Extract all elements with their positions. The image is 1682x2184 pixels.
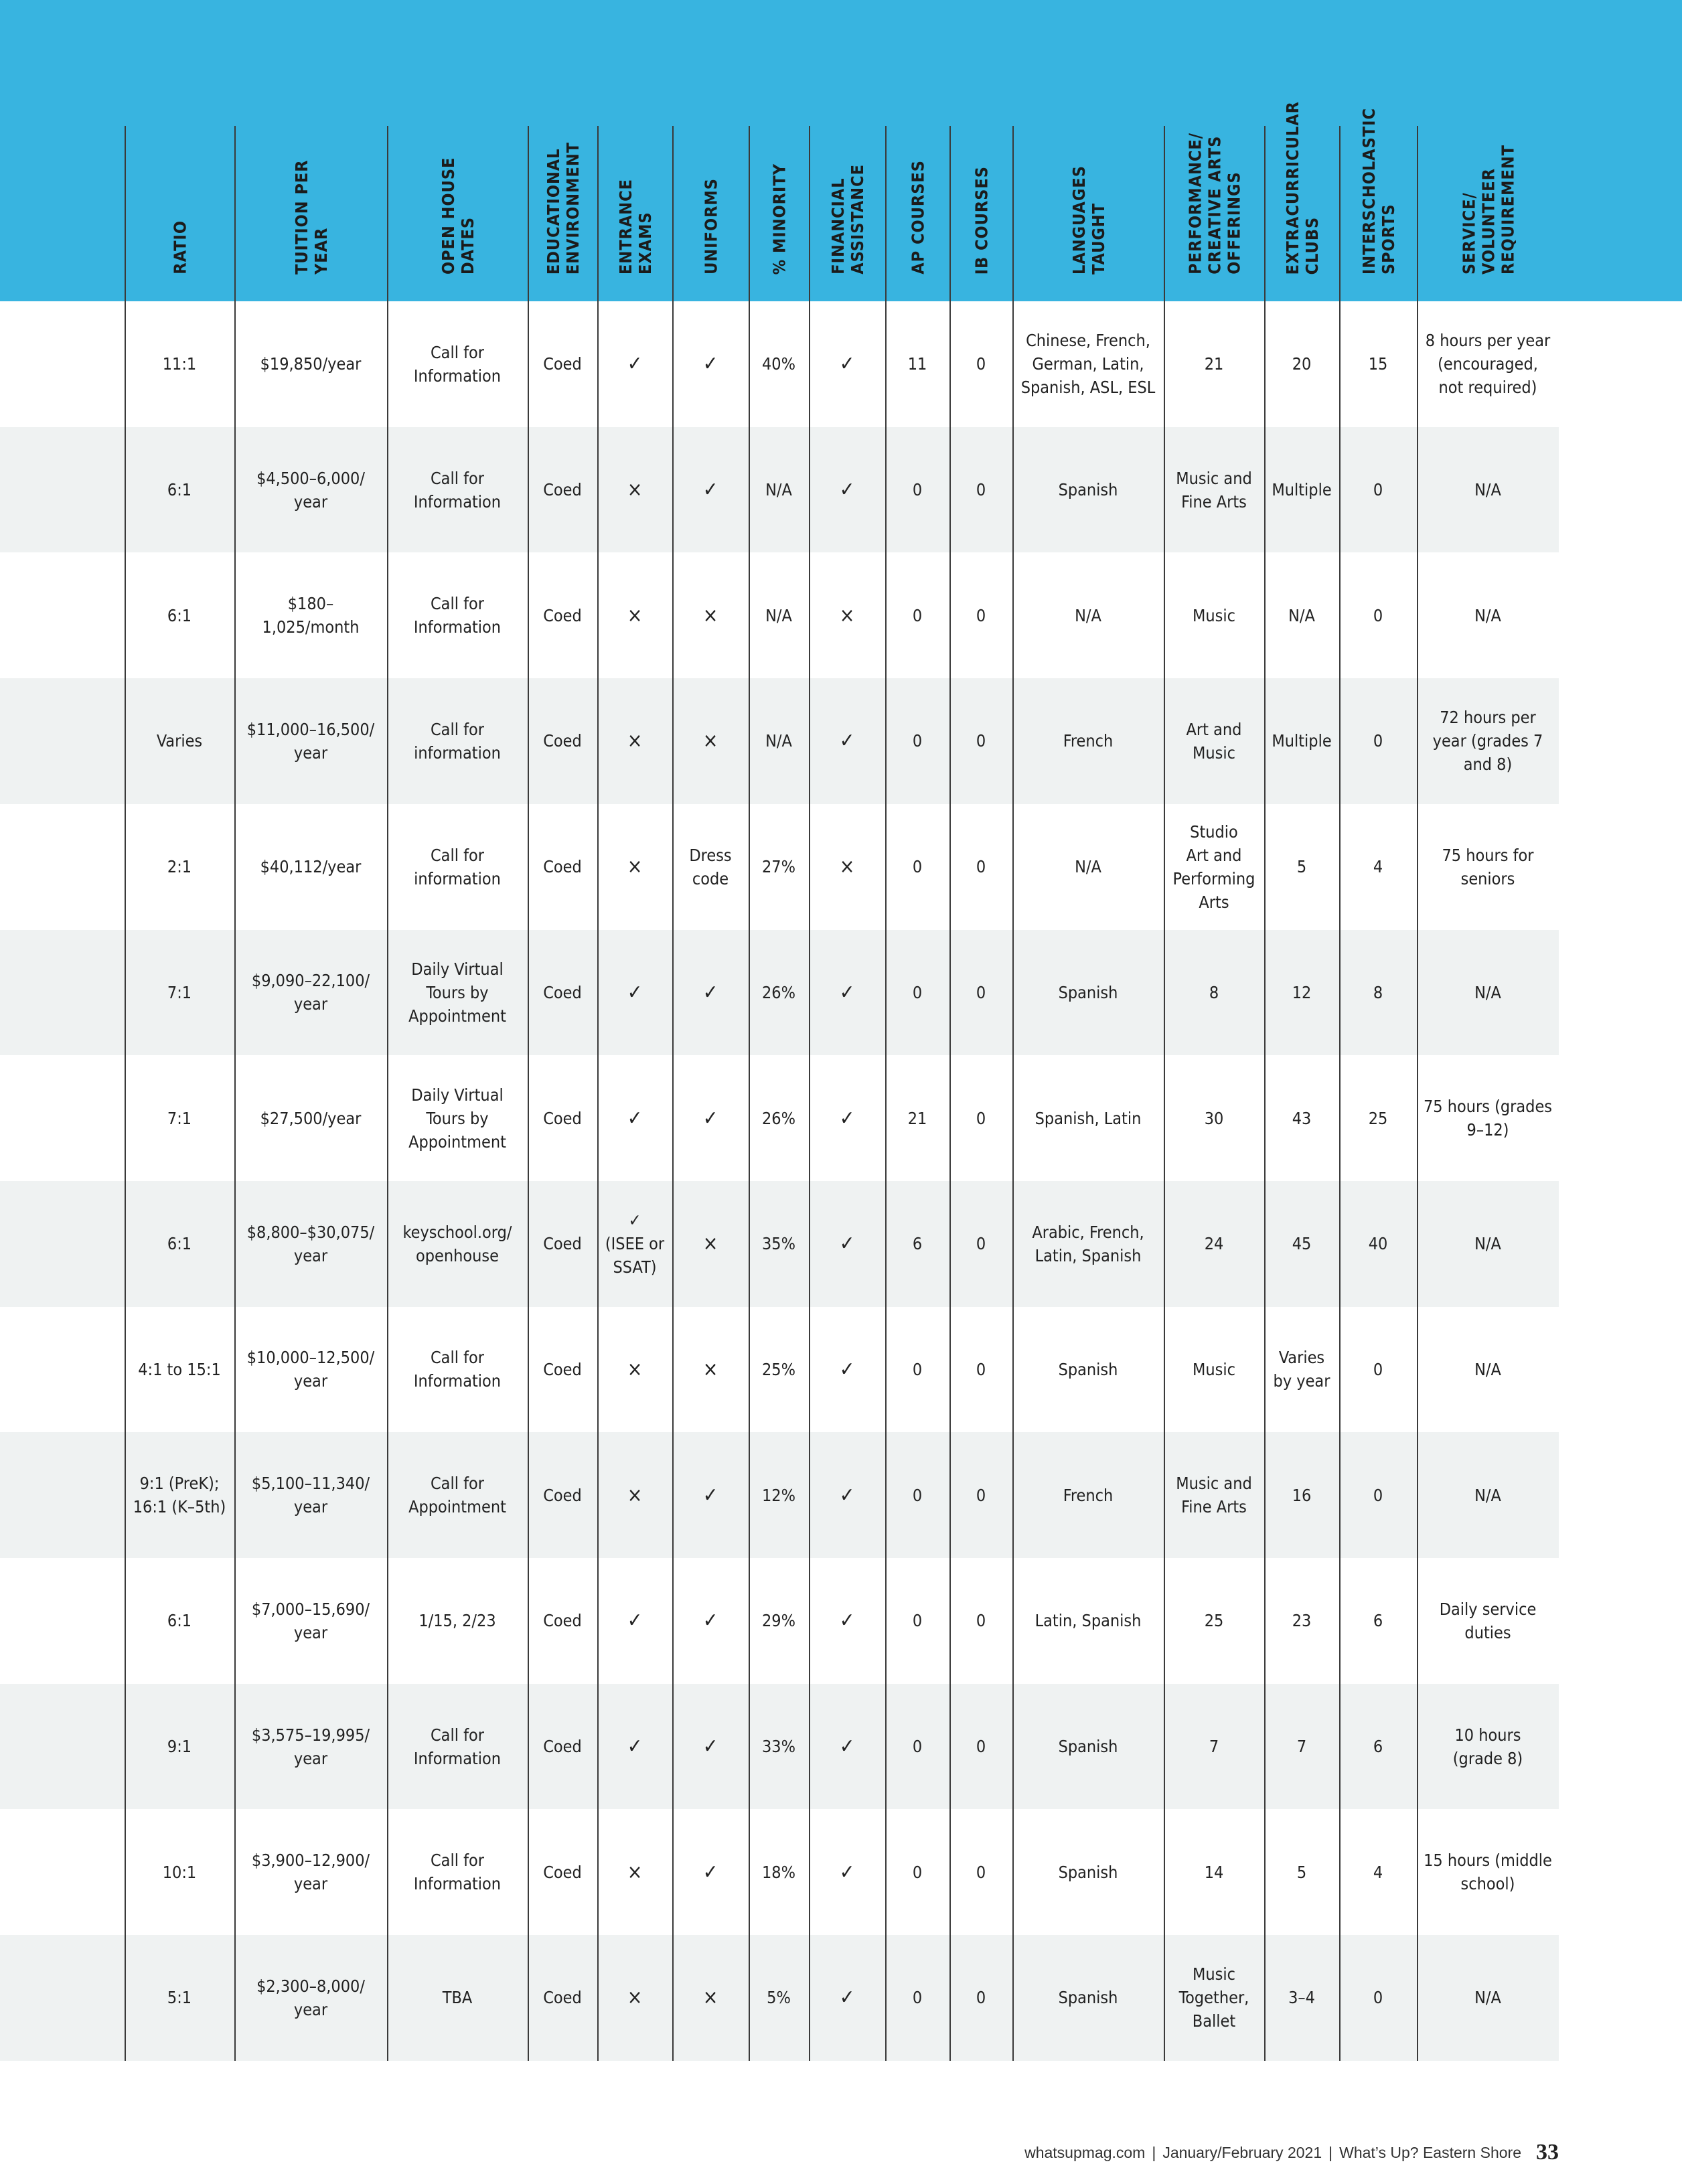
table-cell-minority: 5%: [767, 1988, 791, 2008]
table-cell-open_house: Call for Information: [413, 468, 502, 512]
table-cell-uniforms: ✓: [702, 478, 718, 502]
table-cell-sports: 4: [1373, 1862, 1383, 1882]
table-cell-clubs: 3–4: [1288, 1988, 1315, 2008]
table-cell-entrance: ✓ (ISEE or SSAT): [605, 1211, 665, 1277]
table-cell-ap: 0: [912, 1485, 923, 1505]
table-cell-languages: Spanish, Latin: [1035, 1108, 1142, 1128]
column-rule: [749, 126, 750, 2061]
table-cell-ib: 0: [976, 731, 986, 751]
table-cell-financial: ✓: [839, 980, 855, 1004]
table-cell-tuition: $9,090–22,100/ year: [251, 971, 370, 1014]
table-cell-ib: 0: [976, 1988, 986, 2008]
table-cell-environment: Coed: [543, 1862, 582, 1882]
table-cell-entrance: ✓: [627, 1735, 643, 1759]
table-cell-arts: Music: [1192, 605, 1235, 625]
table-cell-uniforms: ×: [702, 1986, 718, 2010]
column-header-environment: [528, 126, 597, 301]
column-rule: [1012, 126, 1014, 2061]
table-cell-tuition: $40,112/year: [260, 857, 362, 877]
table-cell-ib: 0: [976, 1611, 986, 1631]
column-rule: [1339, 126, 1341, 2061]
table-cell-ap: 0: [912, 731, 923, 751]
table-cell-sports: 4: [1373, 857, 1383, 877]
table-cell-tuition: $5,100–11,340/ year: [251, 1474, 370, 1517]
table-cell-clubs: N/A: [1288, 605, 1315, 625]
table-cell-clubs: 23: [1292, 1611, 1312, 1631]
table-cell-tuition: $19,850/year: [260, 354, 362, 374]
table-cell-sports: 0: [1373, 480, 1383, 500]
page-footer: [1024, 2139, 1559, 2166]
table-cell-environment: Coed: [543, 1359, 582, 1379]
table-cell-arts: 21: [1204, 354, 1224, 374]
table-cell-clubs: 12: [1292, 982, 1312, 1002]
table-cell-minority: N/A: [765, 731, 792, 751]
table-cell-entrance: ×: [627, 478, 643, 502]
table-cell-ap: 0: [912, 857, 923, 877]
table-cell-arts: 8: [1209, 982, 1219, 1002]
column-rule: [597, 126, 599, 2061]
table-cell-environment: Coed: [543, 1108, 582, 1128]
column-header-service: [1417, 126, 1559, 301]
table-cell-languages: Spanish: [1058, 1862, 1118, 1882]
table-cell-environment: Coed: [543, 1737, 582, 1757]
table-cell-open_house: Call for Information: [413, 1725, 502, 1768]
table-cell-service: 10 hours (grade 8): [1452, 1725, 1523, 1768]
table-cell-financial: ✓: [839, 1735, 855, 1759]
table-cell-clubs: 43: [1292, 1108, 1312, 1128]
table-cell-arts: 14: [1204, 1862, 1224, 1882]
table-cell-clubs: 7: [1296, 1737, 1307, 1757]
table-cell-minority: 26%: [762, 1108, 795, 1128]
table-cell-service: 8 hours per year (encouraged, not required): [1425, 331, 1551, 398]
table-cell-minority: 29%: [762, 1611, 795, 1631]
table-cell-minority: 25%: [762, 1359, 795, 1379]
table-cell-sports: 15: [1368, 354, 1388, 374]
table-cell-languages: Spanish: [1058, 982, 1118, 1002]
table-cell-arts: 30: [1204, 1108, 1224, 1128]
table-cell-entrance: ✓: [627, 1106, 643, 1130]
table-cell-financial: ×: [839, 855, 855, 879]
table-cell-ib: 0: [976, 480, 986, 500]
table-cell-clubs: 16: [1292, 1485, 1312, 1505]
table-cell-arts: 25: [1204, 1611, 1224, 1631]
table-cell-arts: Music and Fine Arts: [1176, 468, 1252, 512]
column-rule: [672, 126, 674, 2061]
table-cell-ratio: 9:1 (PreK); 16:1 (K–5th): [133, 1474, 226, 1517]
table-cell-minority: 27%: [762, 857, 795, 877]
column-header-label: LANGUAGES TAUGHT: [1069, 165, 1108, 275]
table-cell-tuition: $2,300–8,000/ year: [256, 1976, 365, 2019]
table-cell-tuition: $180–1,025/month: [262, 594, 360, 637]
table-cell-service: N/A: [1474, 1359, 1501, 1379]
table-cell-sports: 0: [1373, 731, 1383, 751]
page-number: 33: [1536, 2140, 1559, 2165]
table-cell-service: N/A: [1474, 1988, 1501, 2008]
column-header-label: RATIO: [170, 220, 190, 275]
table-cell-financial: ✓: [839, 1483, 855, 1507]
table-cell-ap: 0: [912, 1862, 923, 1882]
table-cell-uniforms: ✓: [702, 980, 718, 1004]
table-cell-service: N/A: [1474, 1234, 1501, 1254]
table-cell-languages: Spanish: [1058, 1359, 1118, 1379]
table-cell-service: N/A: [1474, 1485, 1501, 1505]
table-cell-sports: 0: [1373, 1485, 1383, 1505]
table-cell-ap: 6: [912, 1234, 923, 1254]
table-cell-financial: ✓: [839, 1860, 855, 1884]
table-cell-uniforms: ✓: [702, 1609, 718, 1633]
table-cell-languages: Spanish: [1058, 1988, 1118, 2008]
table-cell-sports: 0: [1373, 605, 1383, 625]
table-cell-ap: 0: [912, 480, 923, 500]
table-cell-arts: Music Together, Ballet: [1178, 1964, 1249, 2031]
column-header-ib: [949, 126, 1012, 301]
table-cell-minority: N/A: [765, 480, 792, 500]
table-cell-tuition: $3,575–19,995/ year: [251, 1725, 370, 1768]
table-cell-entrance: ×: [627, 1357, 643, 1381]
table-cell-open_house: Call for Information: [413, 342, 502, 386]
table-cell-environment: Coed: [543, 982, 582, 1002]
column-rule: [885, 126, 887, 2061]
table-cell-clubs: 5: [1296, 857, 1307, 877]
table-cell-environment: Coed: [543, 1485, 582, 1505]
table-cell-uniforms: ✓: [702, 352, 718, 376]
column-header-tuition: [234, 126, 387, 301]
column-header-open_house: [387, 126, 528, 301]
table-cell-environment: Coed: [543, 731, 582, 751]
table-cell-ratio: 6:1: [167, 1611, 192, 1631]
table-cell-sports: 40: [1368, 1234, 1388, 1254]
table-cell-minority: N/A: [765, 605, 792, 625]
table-cell-financial: ✓: [839, 1106, 855, 1130]
table-cell-minority: 35%: [762, 1234, 795, 1254]
table-cell-ratio: 6:1: [167, 480, 192, 500]
table-cell-ib: 0: [976, 857, 986, 877]
table-cell-sports: 6: [1373, 1611, 1383, 1631]
column-header-label: TUITION PER YEAR: [292, 159, 331, 275]
column-header-entrance: [597, 126, 672, 301]
table-cell-ib: 0: [976, 1359, 986, 1379]
table-cell-environment: Coed: [543, 857, 582, 877]
table-cell-financial: ×: [839, 603, 855, 627]
table-cell-service: 15 hours (middle school): [1424, 1851, 1552, 1894]
table-cell-languages: N/A: [1075, 857, 1101, 877]
table-cell-open_house: Call for Information: [413, 594, 502, 637]
table-cell-ap: 0: [912, 1737, 923, 1757]
table-cell-languages: Arabic, French, Latin, Spanish: [1032, 1222, 1144, 1265]
table-cell-sports: 8: [1373, 982, 1383, 1002]
table-cell-ap: 0: [912, 982, 923, 1002]
table-cell-tuition: $10,000–12,500/ year: [246, 1348, 375, 1391]
column-header-ratio: [125, 126, 234, 301]
table-cell-open_house: Daily Virtual Tours by Appointment: [408, 1085, 506, 1152]
table-cell-ratio: 4:1 to 15:1: [138, 1359, 221, 1379]
column-rule: [125, 126, 126, 2061]
table-cell-sports: 0: [1373, 1988, 1383, 2008]
table-cell-entrance: ✓: [627, 1609, 643, 1633]
table-cell-ratio: 6:1: [167, 1234, 192, 1254]
column-rule: [1417, 126, 1418, 2061]
table-cell-financial: ✓: [839, 1232, 855, 1256]
table-cell-minority: 12%: [762, 1485, 795, 1505]
table-cell-languages: N/A: [1075, 605, 1101, 625]
table-cell-uniforms: Dress code: [689, 845, 732, 888]
table-cell-financial: ✓: [839, 352, 855, 376]
table-cell-service: Daily service duties: [1439, 1599, 1537, 1642]
table-cell-environment: Coed: [543, 1234, 582, 1254]
column-header-label: ENTRANCE EXAMS: [616, 179, 655, 275]
table-cell-ib: 0: [976, 354, 986, 374]
column-header-languages: [1012, 126, 1164, 301]
table-cell-service: N/A: [1474, 480, 1501, 500]
footer-separator: |: [1328, 2143, 1333, 2161]
table-cell-financial: ✓: [839, 1609, 855, 1633]
table-cell-languages: Chinese, French, German, Latin, Spanish, ASL, ESL: [1020, 331, 1156, 398]
table-cell-ib: 0: [976, 982, 986, 1002]
table-cell-ib: 0: [976, 605, 986, 625]
table-cell-ib: 0: [976, 1862, 986, 1882]
table-cell-financial: ✓: [839, 1357, 855, 1381]
table-cell-entrance: ×: [627, 729, 643, 753]
table-cell-ratio: 7:1: [167, 1108, 192, 1128]
table-cell-ap: 0: [912, 605, 923, 625]
column-rule: [949, 126, 951, 2061]
table-cell-open_house: 1/15, 2/23: [418, 1611, 496, 1631]
table-cell-financial: ✓: [839, 1986, 855, 2010]
table-cell-sports: 0: [1373, 1359, 1383, 1379]
table-cell-uniforms: ✓: [702, 1735, 718, 1759]
table-cell-ap: 0: [912, 1611, 923, 1631]
table-cell-financial: ✓: [839, 729, 855, 753]
column-header-label: PERFORMANCE/ CREATIVE ARTS OFFERINGS: [1185, 133, 1244, 275]
column-header-label: EDUCATIONAL ENVIRONMENT: [544, 141, 583, 275]
column-header-label: IB COURSES: [972, 165, 992, 275]
column-rule: [1164, 126, 1165, 2061]
table-cell-entrance: ×: [627, 855, 643, 879]
table-cell-service: 72 hours per year (grades 7 and 8): [1432, 708, 1543, 775]
table-cell-ratio: 5:1: [167, 1988, 192, 2008]
table-cell-ratio: 7:1: [167, 982, 192, 1002]
column-header-minority: [749, 126, 809, 301]
table-cell-sports: 25: [1368, 1108, 1388, 1128]
column-rule: [1264, 126, 1266, 2061]
table-cell-tuition: $11,000–16,500/ year: [246, 719, 375, 763]
table-cell-languages: French: [1063, 1485, 1114, 1505]
column-header-label: SERVICE/ VOLUNTEER REQUIREMENT: [1459, 144, 1518, 275]
column-rule: [387, 126, 388, 2061]
table-cell-environment: Coed: [543, 605, 582, 625]
table-cell-tuition: $7,000–15,690/ year: [251, 1599, 370, 1642]
table-cell-ratio: 9:1: [167, 1737, 192, 1757]
column-header-arts: [1164, 126, 1264, 301]
table-cell-entrance: ×: [627, 603, 643, 627]
table-cell-clubs: 5: [1296, 1862, 1307, 1882]
column-header-ap: [885, 126, 949, 301]
table-cell-languages: French: [1063, 731, 1114, 751]
table-cell-minority: 18%: [762, 1862, 795, 1882]
table-cell-arts: Music: [1192, 1359, 1235, 1379]
column-header-label: EXTRACURRICULAR CLUBS: [1283, 100, 1322, 275]
table-cell-tuition: $8,800–$30,075/ year: [246, 1222, 375, 1265]
table-cell-open_house: Call for Appointment: [408, 1474, 506, 1517]
column-header-clubs: [1264, 100, 1339, 301]
table-cell-clubs: 20: [1292, 354, 1312, 374]
table-cell-tuition: $3,900–12,900/ year: [251, 1851, 370, 1894]
table-cell-uniforms: ×: [702, 603, 718, 627]
table-cell-open_house: Call for Information: [413, 1348, 502, 1391]
table-cell-open_house: Call for Information: [413, 1851, 502, 1894]
table-cell-ratio: 11:1: [162, 354, 197, 374]
table-cell-clubs: Multiple: [1272, 731, 1332, 751]
table-cell-minority: 33%: [762, 1737, 795, 1757]
table-cell-open_house: TBA: [442, 1988, 473, 2008]
table-cell-open_house: Daily Virtual Tours by Appointment: [408, 959, 506, 1026]
table-cell-uniforms: ✓: [702, 1483, 718, 1507]
table-cell-languages: Spanish: [1058, 1737, 1118, 1757]
column-header-financial: [809, 126, 885, 301]
table-cell-clubs: Multiple: [1272, 480, 1332, 500]
column-header-label: % MINORITY: [769, 163, 789, 275]
table-cell-ap: 11: [907, 354, 927, 374]
table-cell-environment: Coed: [543, 480, 582, 500]
column-rule: [234, 126, 236, 2061]
footer-site: whatsupmag.com: [1024, 2143, 1146, 2161]
table-cell-arts: Music and Fine Arts: [1176, 1474, 1252, 1517]
table-cell-arts: 7: [1209, 1737, 1219, 1757]
table-cell-open_house: Call for information: [414, 719, 501, 763]
table-cell-clubs: 45: [1292, 1234, 1312, 1254]
column-rule: [528, 126, 529, 2061]
table-cell-service: N/A: [1474, 982, 1501, 1002]
table-cell-arts: Art and Music: [1186, 719, 1242, 763]
table-cell-open_house: keyschool.org/ openhouse: [402, 1222, 512, 1265]
table-cell-arts: Studio Art and Performing Arts: [1172, 822, 1255, 912]
table-cell-sports: 6: [1373, 1737, 1383, 1757]
table-cell-entrance: ×: [627, 1986, 643, 2010]
footer-publication: What’s Up? Eastern Shore: [1339, 2143, 1521, 2161]
column-header-label: OPEN HOUSE DATES: [439, 157, 477, 275]
column-header-sports: [1339, 107, 1417, 301]
table-cell-ib: 0: [976, 1108, 986, 1128]
table-cell-arts: 24: [1204, 1234, 1224, 1254]
table-cell-ib: 0: [976, 1234, 986, 1254]
column-header-label: UNIFORMS: [701, 178, 721, 275]
table-cell-tuition: $4,500–6,000/ year: [256, 468, 365, 512]
table-cell-ratio: Varies: [156, 731, 203, 751]
table-cell-entrance: ✓: [627, 980, 643, 1004]
table-cell-minority: 26%: [762, 982, 795, 1002]
table-cell-uniforms: ×: [702, 1232, 718, 1256]
table-cell-ib: 0: [976, 1737, 986, 1757]
table-cell-environment: Coed: [543, 1988, 582, 2008]
table-cell-entrance: ×: [627, 1860, 643, 1884]
table-cell-ratio: 10:1: [162, 1862, 197, 1882]
table-cell-ratio: 2:1: [167, 857, 192, 877]
table-cell-languages: Latin, Spanish: [1035, 1611, 1142, 1631]
table-cell-service: 75 hours (grades 9–12): [1423, 1097, 1553, 1140]
table-cell-environment: Coed: [543, 354, 582, 374]
table-cell-ib: 0: [976, 1485, 986, 1505]
table-cell-uniforms: ×: [702, 1357, 718, 1381]
table-cell-minority: 40%: [762, 354, 795, 374]
table-cell-open_house: Call for information: [414, 845, 501, 888]
column-rule: [809, 126, 810, 2061]
table-cell-entrance: ✓: [627, 352, 643, 376]
table-cell-service: 75 hours for seniors: [1442, 845, 1534, 888]
table-cell-ap: 0: [912, 1359, 923, 1379]
column-header-label: FINANCIAL ASSISTANCE: [828, 164, 867, 275]
table-cell-tuition: $27,500/year: [260, 1108, 362, 1128]
column-header-label: AP COURSES: [908, 160, 928, 275]
table-cell-financial: ✓: [839, 478, 855, 502]
table-cell-clubs: Varies by year: [1273, 1348, 1330, 1391]
footer-separator: |: [1152, 2143, 1156, 2161]
footer-issue: January/February 2021: [1162, 2143, 1322, 2161]
column-header-uniforms: [672, 126, 749, 301]
table-cell-ratio: 6:1: [167, 605, 192, 625]
table-cell-environment: Coed: [543, 1611, 582, 1631]
column-header-label: INTERSCHOLASTIC SPORTS: [1359, 107, 1398, 275]
table-cell-service: N/A: [1474, 605, 1501, 625]
table-cell-entrance: ×: [627, 1483, 643, 1507]
table-cell-languages: Spanish: [1058, 480, 1118, 500]
table-cell-uniforms: ✓: [702, 1860, 718, 1884]
table-cell-ap: 21: [907, 1108, 927, 1128]
table-cell-ap: 0: [912, 1988, 923, 2008]
table-cell-uniforms: ×: [702, 729, 718, 753]
table-cell-uniforms: ✓: [702, 1106, 718, 1130]
